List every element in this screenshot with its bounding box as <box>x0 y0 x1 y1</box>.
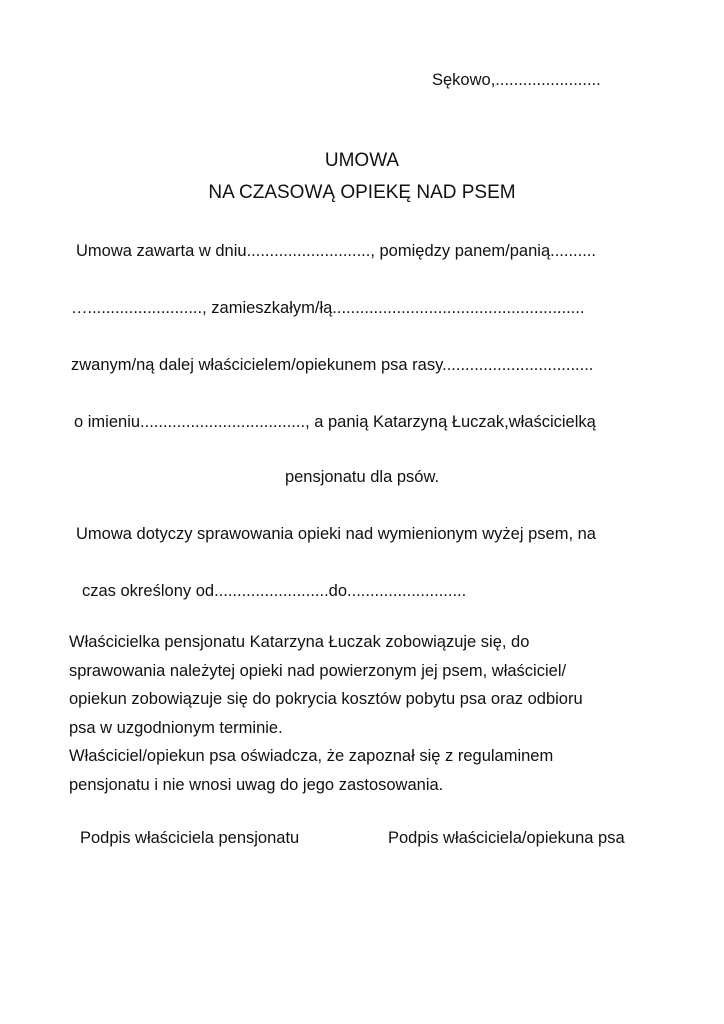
obligations-paragraph <box>69 628 669 799</box>
kennel-line: pensjonatu dla psów. <box>284 468 440 486</box>
agreement-subject-line: Umowa dotyczy sprawowania opieki nad wymienionym wyżej psem, na <box>76 525 596 543</box>
paragraph-line: sprawowania należytej opieki nad powierzonym jej psem, właściciel/ <box>69 661 567 680</box>
kennel-owner-signature-label: Podpis właściciela pensjonatu <box>80 829 300 847</box>
agreement-date-parties-line: Umowa zawarta w dniu..........................., pomiędzy panem/panią.......... <box>76 242 596 260</box>
paragraph-line: Właściciel/opiekun psa oświadcza, że zapoznał się z regulaminem <box>69 747 554 765</box>
paragraph-line: pensjonatu i nie wnosi uwag do jego zastosowania. <box>69 775 444 794</box>
dog-name-line: o imieniu...................................., a panią Katarzyną Łuczak,właścicielką <box>74 413 596 431</box>
owner-breed-line: zwanym/ną dalej właścicielem/opiekunem psa rasy................................. <box>71 356 594 374</box>
paragraph-line: Właścicielka pensjonatu Katarzyna Łuczak zobowiązuje się, do <box>69 633 530 651</box>
paragraph-line: psa w uzgodnionym terminie. <box>69 718 283 737</box>
document-subtitle: NA CZASOWĄ OPIEKĘ NAD PSEM <box>208 182 516 203</box>
dog-owner-signature-label: Podpis właściciela/opiekuna psa <box>388 829 625 847</box>
period-line: czas określony od.........................do.......................... <box>82 582 467 600</box>
paragraph-line: opiekun zobowiązuje się do pokrycia kosztów pobytu psa oraz odbioru <box>69 690 583 708</box>
document-title: UMOWA <box>324 150 400 171</box>
place-date-line: Sękowo,....................... <box>432 71 601 89</box>
residence-line: …........................., zamieszkałym/łą....................................................... <box>71 299 585 317</box>
